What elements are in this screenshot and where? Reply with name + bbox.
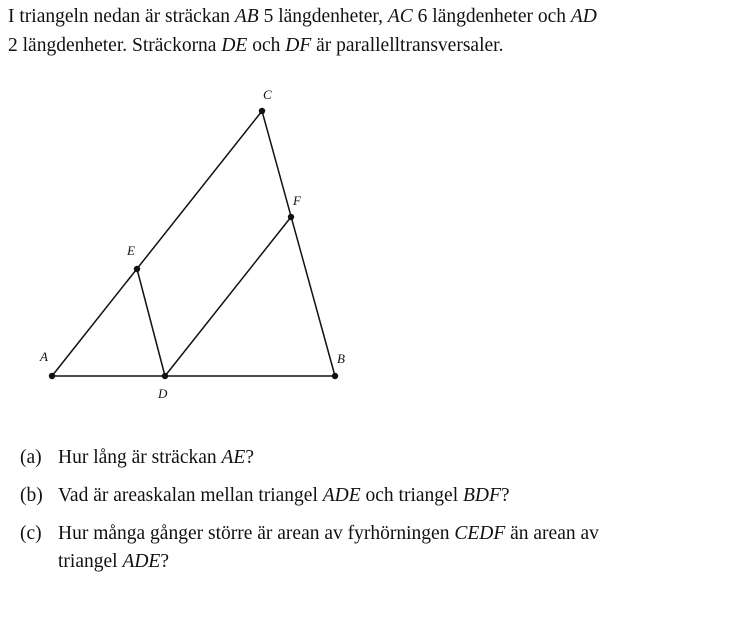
question-text [58,520,750,576]
text-run: triangel [58,551,123,572]
question-line [58,520,750,548]
question-label: (b) [20,485,43,506]
intro-text-6: är parallelltransversaler. [311,35,504,56]
math-run: ADE [122,551,161,572]
intro-text-1: I triangeln nedan är sträckan [8,6,235,27]
intro-text-3: 6 längdenheter och [412,6,571,27]
point-a [49,373,55,379]
point-f [288,214,294,220]
intro-text-5: och [247,35,286,56]
math-run: CEDF [454,523,506,544]
intro-line-1 [8,2,748,31]
triangle-diagram [0,80,380,410]
question-line [58,482,750,510]
question-text [58,482,750,510]
math-run: AE [221,447,246,468]
question-line [58,444,750,472]
intro-text-2: 5 längdenheter, [258,6,388,27]
label-f: F [293,193,301,208]
question-c [20,520,750,576]
side-bc [262,111,335,376]
text-run: ? [160,551,169,572]
text-run: Hur lång är sträckan [58,447,222,468]
intro-line-2 [8,31,748,60]
text-run: än arean av [505,523,599,544]
transversal-de [137,269,165,376]
segment-ad: AD [570,6,597,27]
question-label: (c) [20,523,42,544]
point-e [134,266,140,272]
question-list [20,444,750,586]
segment-de: DE [221,35,248,56]
transversal-df [165,217,291,376]
question-a [20,444,750,472]
triangle-figure [0,80,380,410]
segment-ac: AC [387,6,413,27]
segment-df: DF [285,35,312,56]
point-d [162,373,168,379]
label-c: C [263,87,272,102]
question-label: (a) [20,447,42,468]
text-run: och triangel [360,485,463,506]
label-e: E [127,243,135,258]
text-run: ? [245,447,254,468]
question-b [20,482,750,510]
text-run: Hur många gånger större är arean av fyrhörningen [58,523,455,544]
math-run: BDF [463,485,501,506]
label-d: D [158,386,168,401]
math-run: ADE [322,485,361,506]
point-c [259,108,265,114]
segment-ab: AB [234,6,259,27]
label-a: A [40,349,48,364]
text-run: ? [500,485,510,506]
question-text [58,444,750,472]
label-b: B [337,351,345,366]
text-run: Vad är areaskalan mellan triangel [58,485,323,506]
question-line [58,548,750,576]
side-ac [52,111,262,376]
point-b [332,373,338,379]
intro-text-4: 2 längdenheter. Sträckorna [8,35,222,56]
problem-statement [8,2,748,60]
